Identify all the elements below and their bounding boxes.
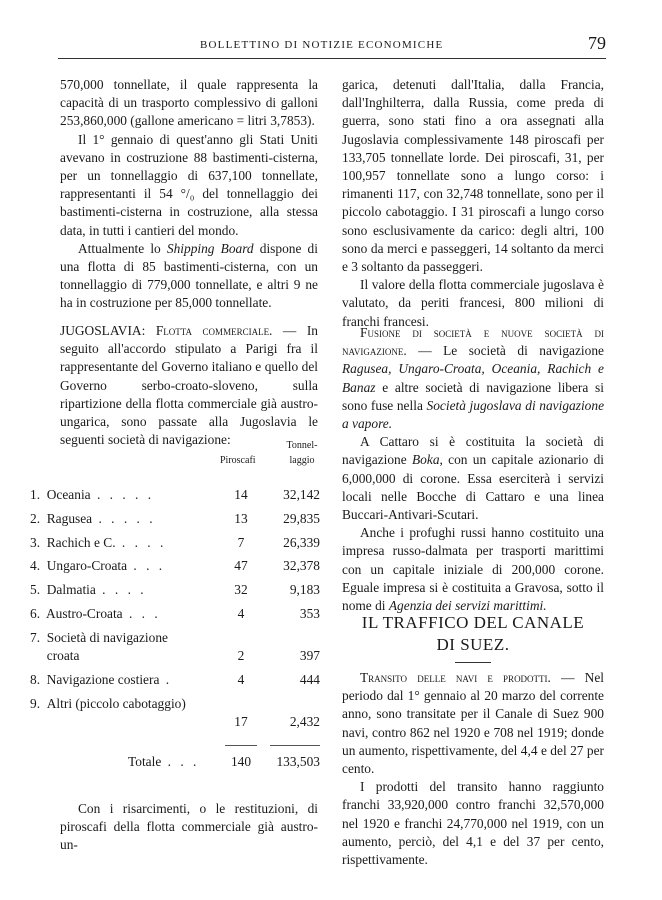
section-suez	[342, 612, 604, 869]
company-name: Navigazione costiera	[46, 671, 160, 687]
section-fusion	[342, 324, 604, 615]
company-name: Oceania	[46, 487, 91, 502]
suez-title-rule	[455, 662, 491, 663]
paragraph-fleet-value: Il valore della flotta commerciale jugoslava è valutato, da periti francesi, 800 milioni di franchi francesi.	[342, 277, 604, 329]
paragraph-profughi: Anche i profughi russi hanno costituito una impresa russo-dalmata per trasporti marittimi con un capitale iniziale di 200,000 corone. Eguale impresa si è costituita a Gravosa, sotto il nome di Agenzia dei servizi marittimi.	[342, 525, 604, 614]
company-name: Ragusea	[46, 510, 93, 526]
header-divider	[58, 58, 606, 59]
left-column-bottom	[60, 800, 318, 855]
paragraph-cattaro: A Cattaro si è costituita la società di navigazione Boka, con un capitale azionario di 6,000,000 di corone. Essa eserciterà i servizi locali nelle Bocche di Cattaro e una linea Buccari-Antivari-Scutari.	[342, 434, 604, 523]
company-name: Società di navigazione croata	[46, 629, 168, 663]
paragraph-fleet-assignment: garica, detenuti dall'Italia, dalla Francia, dall'Inghilterra, dalla Russia, come preda di guerra, sono stati fino a ora assegnati alla Jugoslavia complessivamente 148 piroscafi per 133,705 tonnellate lorde. Dei piroscafi, 31, per 100,957 tonnellate sono a lungo corso: i rimanenti 117, con 32,748 tonnellate, sono per il piccolo cabotaggio. I 31 piroscafi a lungo corso sono esclusivamente da carico: degli altri, 100 sono da merci e passeggeri, 14 soltanto da merci e 3 soltanto da passeggeri.	[342, 77, 604, 275]
table-row: 6. Austro-Croata . . . 4 353	[30, 605, 320, 621]
right-column-top	[342, 76, 604, 331]
jugoslavia-subheading: Flotta commerciale.	[155, 323, 273, 338]
paragraph-prodotti: I prodotti del transito hanno raggiunto franchi 33,920,000 contro franchi 32,570,000 nel 1920 e franchi 24,770,000 nel 1919, con un aumento, perciò, del 4,1 e del 37 per cento, rispettivamente.	[342, 779, 604, 868]
section-jugoslavia	[60, 322, 318, 449]
jugoslavia-heading: JUGOSLAVIA:	[60, 323, 146, 338]
page-number: 79	[588, 33, 606, 53]
left-column-top	[60, 76, 318, 313]
table-row: 2. Ragusea . . . . . 13 29,835	[30, 510, 320, 526]
total-divider	[30, 737, 320, 753]
table-row: 1. Oceania . . . . . 14 32,142	[30, 487, 320, 502]
table-row: 7. Società di navigazione croata 2 397	[30, 629, 320, 663]
paragraph-jugoslavia-intro: JUGOSLAVIA: Flotta commerciale. — In seguito all'accordo stipulato a Parigi fra il rappresentante del Governo italiano e quello del Governo serbo-croato-sloveno, sulla ripartizione della flotta commerciale già austro-ungarica, sono passate alla Jugoslavia le seguenti società di navigazione:	[60, 323, 318, 448]
fusion-heading: Fusione di società e nuove società di navigazione.	[342, 325, 604, 359]
table-row: 5. Dalmatia . . . . 32 9,183	[30, 582, 320, 598]
table-row: 8. Navigazione costiera . 4 444	[30, 671, 320, 687]
total-label: Totale	[128, 753, 162, 769]
total-tonnellaggio: 133,503	[276, 753, 320, 769]
paragraph-transito: Transito delle navi e prodotti. — Nel periodo dal 1° gennaio al 20 marzo del corrente anno, sono transitate per il Canale di Suez 900 navi, contro 862 nel 1920 e 708 nel 1919; donde un aumento, rispettivamente, del 4,4 e del 27 per cento.	[342, 670, 604, 777]
paragraph-risarcimenti: Con i risarcimenti, o le restituzioni, di piroscafi della flotta commerciale già austro-un-	[60, 801, 318, 853]
col-header-tonnellaggio: Tonnel-laggio	[286, 440, 318, 466]
transito-heading: Transito delle navi e prodotti.	[360, 670, 551, 685]
company-name: Dalmatia	[46, 582, 96, 598]
table-row: 9. Altri (piccolo cabotaggio) 17 2,432	[30, 695, 320, 729]
paragraph-fusion: Fusione di società e nuove società di navigazione. — Le società di navigazione Ragusea, Ungaro-Croata, Oceania, Rachich e Banaz e altre società di navigazione libera si sono fuse nella Società jugoslava di navigazione a vapore.	[342, 325, 605, 432]
company-name: Austro-Croata	[46, 605, 123, 621]
table-total-row: Totale . . . 140 133,503	[128, 753, 320, 769]
company-name: Altri (piccolo cabotaggio)	[46, 695, 186, 711]
shipping-board-name: Shipping Board	[166, 240, 254, 256]
fleet-table-header	[30, 438, 320, 486]
suez-title-line-2: DI SUEZ.	[436, 635, 510, 654]
fleet-table	[30, 438, 320, 775]
company-name: Rachich e C.	[46, 534, 116, 550]
paragraph-shipping-board: Attualmente lo Shipping Board dispone di una flotta di 85 bastimenti-cisterna, con un tonnellaggio di 779,000 tonnellate, e altri 9 ne ha in costruzione per 85,000 tonnellate.	[60, 240, 318, 311]
running-header-title: BOLLETTINO DI NOTIZIE ECONOMICHE	[200, 39, 444, 51]
suez-title-line-1: IL TRAFFICO DEL CANALE	[361, 613, 585, 632]
total-piroscafi: 140	[230, 753, 252, 769]
table-row: 3. Rachich e C. . . . . 7 26,339	[30, 534, 320, 550]
paragraph-us-construction: Il 1° gennaio di quest'anno gli Stati Uniti avevano in costruzione 88 bastimenti-cisterna, per un tonnellaggio di 637,100 tonnellate, rappresentanti il 54 °/₀ del tonnellaggio dei bastimenti-cisterna in costruzione, alla stessa data, in tutti i cantieri del mondo.	[60, 131, 318, 238]
company-name: Ungaro-Croata	[46, 558, 128, 574]
col-header-piroscafi: Piroscafi	[220, 455, 256, 466]
paragraph-tanker-capacity: 570,000 tonnellate, il quale rappresenta la capacità di un trasporto complessivo di galloni 253,860,000 (gallone americano = litri 3,7853).	[60, 77, 318, 129]
table-row: 4. Ungaro-Croata . . . 47 32,378	[30, 558, 320, 574]
